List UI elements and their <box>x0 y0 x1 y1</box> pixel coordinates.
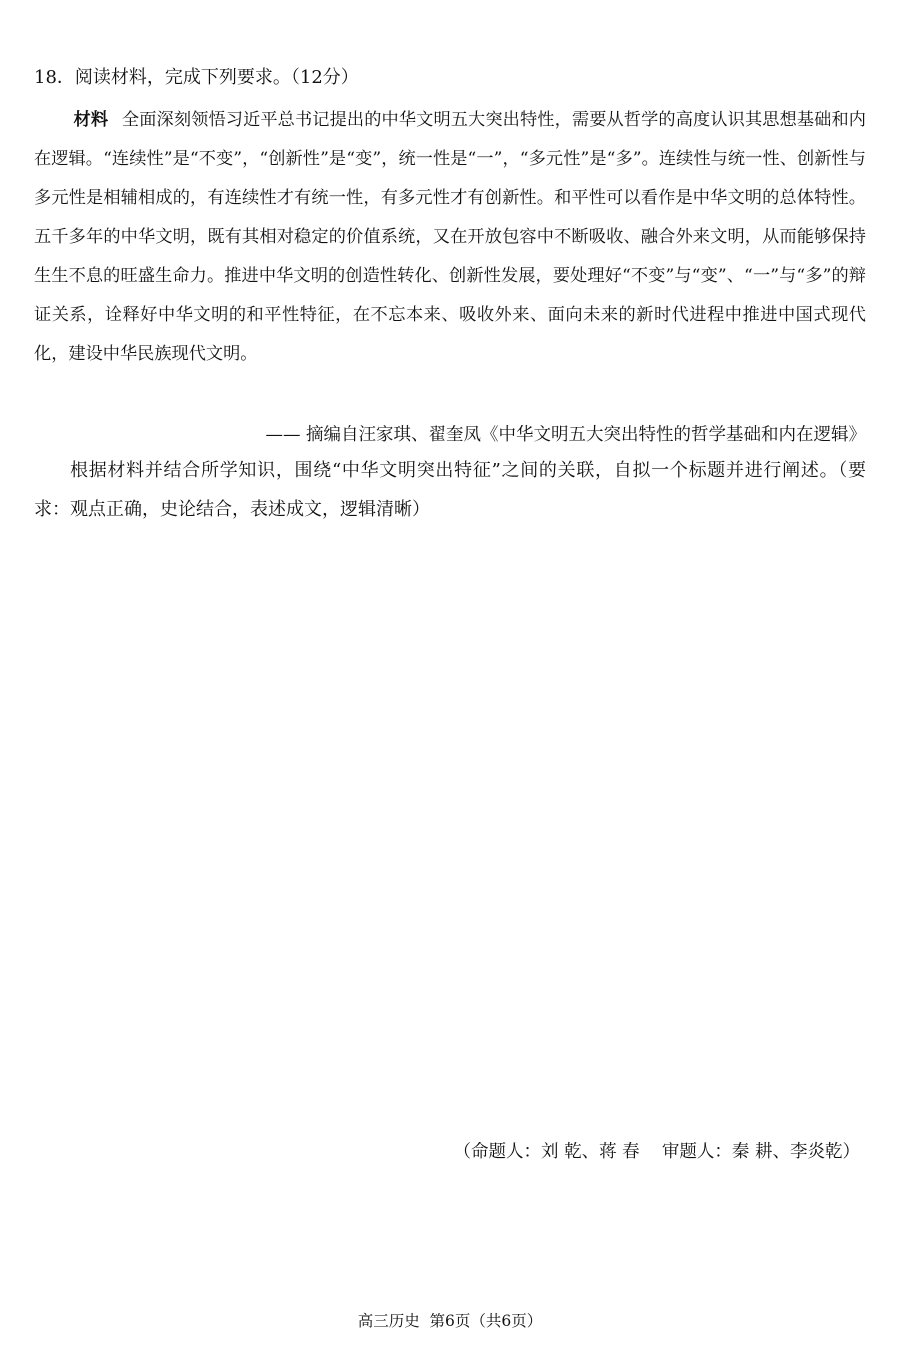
material-label: 材料 <box>73 110 109 130</box>
material-paragraph <box>34 101 866 374</box>
material-text: 全面深刻领悟习近平总书记提出的中华文明五大突出特性，需要从哲学的高度认识其思想基础和内在逻辑。“连续性”是“不变”，“创新性”是“变”，统一性是“一”，“多元性”是“多”。连续性与统一性、创新性与多元性是相辅相成的，有连续性才有统一性，有多元性才有创新性。和平性可以看作是中华文明的总体特性。五千多年的中华文明，既有其相对稳定的价值系统，又在开放包容中不断吸收、融合外来文明，从而能够保持生生不息的旺盛生命力。推进中华文明的创造性转化、创新性发展，要处理好“不变”与“变”、“一”与“多”的辩证关系，诠释好中华文明的和平性特征，在不忘本来、吸收外来、面向未来的新时代进程中推进中国式现代化，建设中华民族现代文明。 <box>34 110 866 364</box>
question-requirement: 根据材料并结合所学知识，围绕“中华文明突出特征”之间的关联，自拟一个标题并进行阐述。（要求：观点正确，史论结合，表述成文，逻辑清晰） <box>34 460 866 520</box>
question-authors: （命题人：刘 乾、蒋 春 审题人：秦 耕、李炎乾） <box>453 1142 860 1162</box>
page-footer: 高三历史 第6页（共6页） <box>357 1312 543 1330</box>
material-source: —— 摘编自汪家琪、翟奎凤《中华文明五大突出特性的哲学基础和内在逻辑》 <box>265 425 866 445</box>
question-title: 18．阅读材料，完成下列要求。（12分） <box>34 67 359 88</box>
